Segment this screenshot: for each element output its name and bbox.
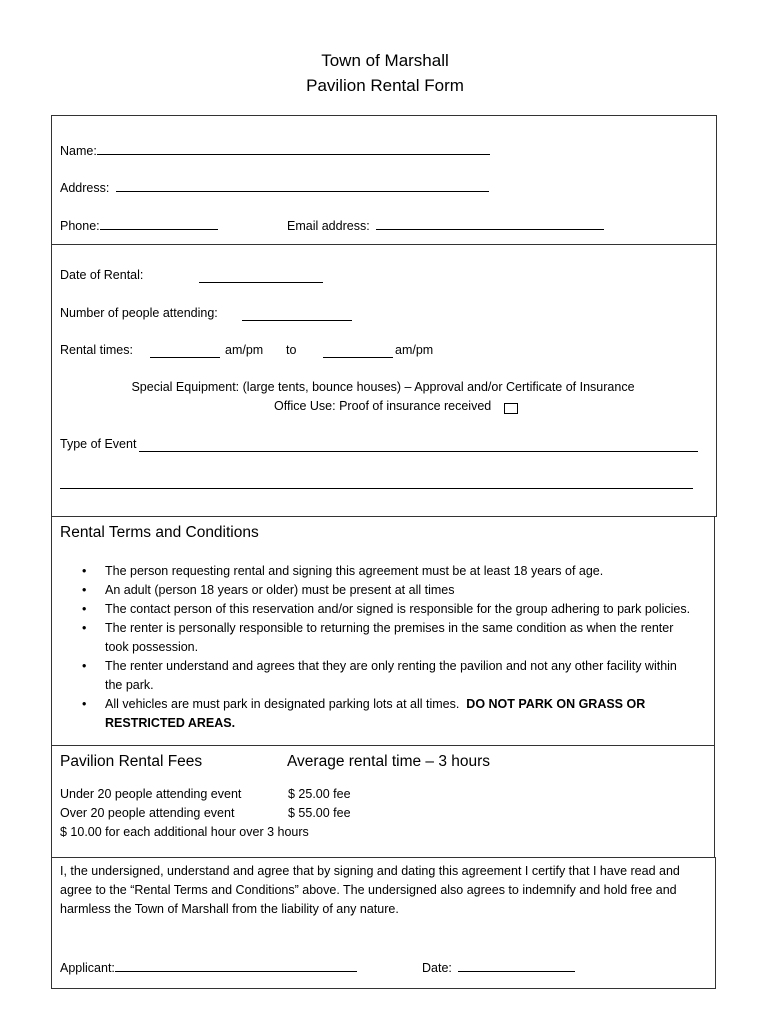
list-item: • The renter understand and agrees that they are only renting the pavilion and not any other facility within the park. <box>60 657 690 695</box>
town-title: Town of Marshall <box>321 51 449 70</box>
form-title: Pavilion Rental Form <box>306 76 464 95</box>
agreement-line-3: harmless the Town of Marshall from the liability of any nature. <box>60 902 399 916</box>
address-label: Address: <box>60 181 110 195</box>
list-item: • An adult (person 18 years or older) must be present at all times <box>60 581 690 600</box>
phone-row <box>60 216 218 233</box>
address-field[interactable] <box>116 178 489 192</box>
date-of-rental-label: Date of Rental: <box>60 268 144 282</box>
type-of-event-label: Type of Event <box>60 437 137 451</box>
signature-date-row <box>422 958 575 975</box>
office-use-label: Office Use: Proof of insurance received <box>274 399 492 413</box>
end-time-field[interactable] <box>323 344 393 358</box>
under-20-label: Under 20 people attending event <box>60 787 242 801</box>
date-of-rental-field[interactable] <box>199 269 323 283</box>
phone-field[interactable] <box>100 216 218 230</box>
over-20-fee: $ 55.00 fee <box>288 806 351 820</box>
address-row <box>60 178 489 195</box>
name-row <box>60 141 490 158</box>
name-field[interactable] <box>97 141 490 155</box>
rental-times-label: Rental times: <box>60 343 133 357</box>
average-rental-time: Average rental time – 3 hours <box>287 753 491 770</box>
list-item: • The renter is personally responsible to returning the premises in the same condition as when the renter took possession. <box>60 619 690 657</box>
applicant-row <box>60 958 357 975</box>
people-attending-field[interactable] <box>242 307 352 321</box>
terms-heading: Rental Terms and Conditions <box>60 524 259 541</box>
applicant-label: Applicant: <box>60 961 115 975</box>
fees-heading: Pavilion Rental Fees <box>60 753 203 770</box>
type-of-event-field[interactable] <box>139 438 698 452</box>
no-park-warning: DO NOT PARK ON GRASS OR <box>466 697 646 711</box>
signature-date-label: Date: <box>422 961 452 975</box>
under-20-fee: $ 25.00 fee <box>288 787 351 801</box>
list-item: • The person requesting rental and signing this agreement must be at least 18 years of age. <box>60 562 690 581</box>
email-field[interactable] <box>376 216 604 230</box>
email-row <box>287 216 604 233</box>
special-equipment-note: Special Equipment: (large tents, bounce houses) – Approval and/or Certificate of Insurance <box>131 380 635 394</box>
signature-date-field[interactable] <box>458 958 575 972</box>
additional-hour-fee: $ 10.00 for each additional hour over 3 hours <box>60 825 309 839</box>
agreement-line-1: I, the undersigned, understand and agree that by signing and dating this agreement I certify that I have read and <box>60 864 680 878</box>
start-ampm-label: am/pm <box>225 343 264 357</box>
people-attending-label: Number of people attending: <box>60 306 218 320</box>
name-label: Name: <box>60 144 97 158</box>
agreement-line-2: agree to the “Rental Terms and Conditions” above. The undersigned also agrees to indemnify and hold free and <box>60 883 677 897</box>
type-of-event-field-2[interactable] <box>60 475 693 489</box>
phone-label: Phone: <box>60 219 100 233</box>
email-label: Email address: <box>287 219 370 233</box>
to-label: to <box>286 343 297 357</box>
end-ampm-label: am/pm <box>395 343 434 357</box>
list-item: • All vehicles are must park in designated parking lots at all times. DO NOT PARK ON GRASS OR RESTRICTED AREAS. <box>60 695 690 733</box>
applicant-signature-field[interactable] <box>115 958 357 972</box>
over-20-label: Over 20 people attending event <box>60 806 235 820</box>
terms-list <box>60 562 690 733</box>
insurance-received-checkbox[interactable] <box>504 403 518 414</box>
restricted-areas-warning: RESTRICTED AREAS. <box>105 716 236 730</box>
list-item: • The contact person of this reservation and/or signed is responsible for the group adhering to park policies. <box>60 600 690 619</box>
start-time-field[interactable] <box>150 344 220 358</box>
